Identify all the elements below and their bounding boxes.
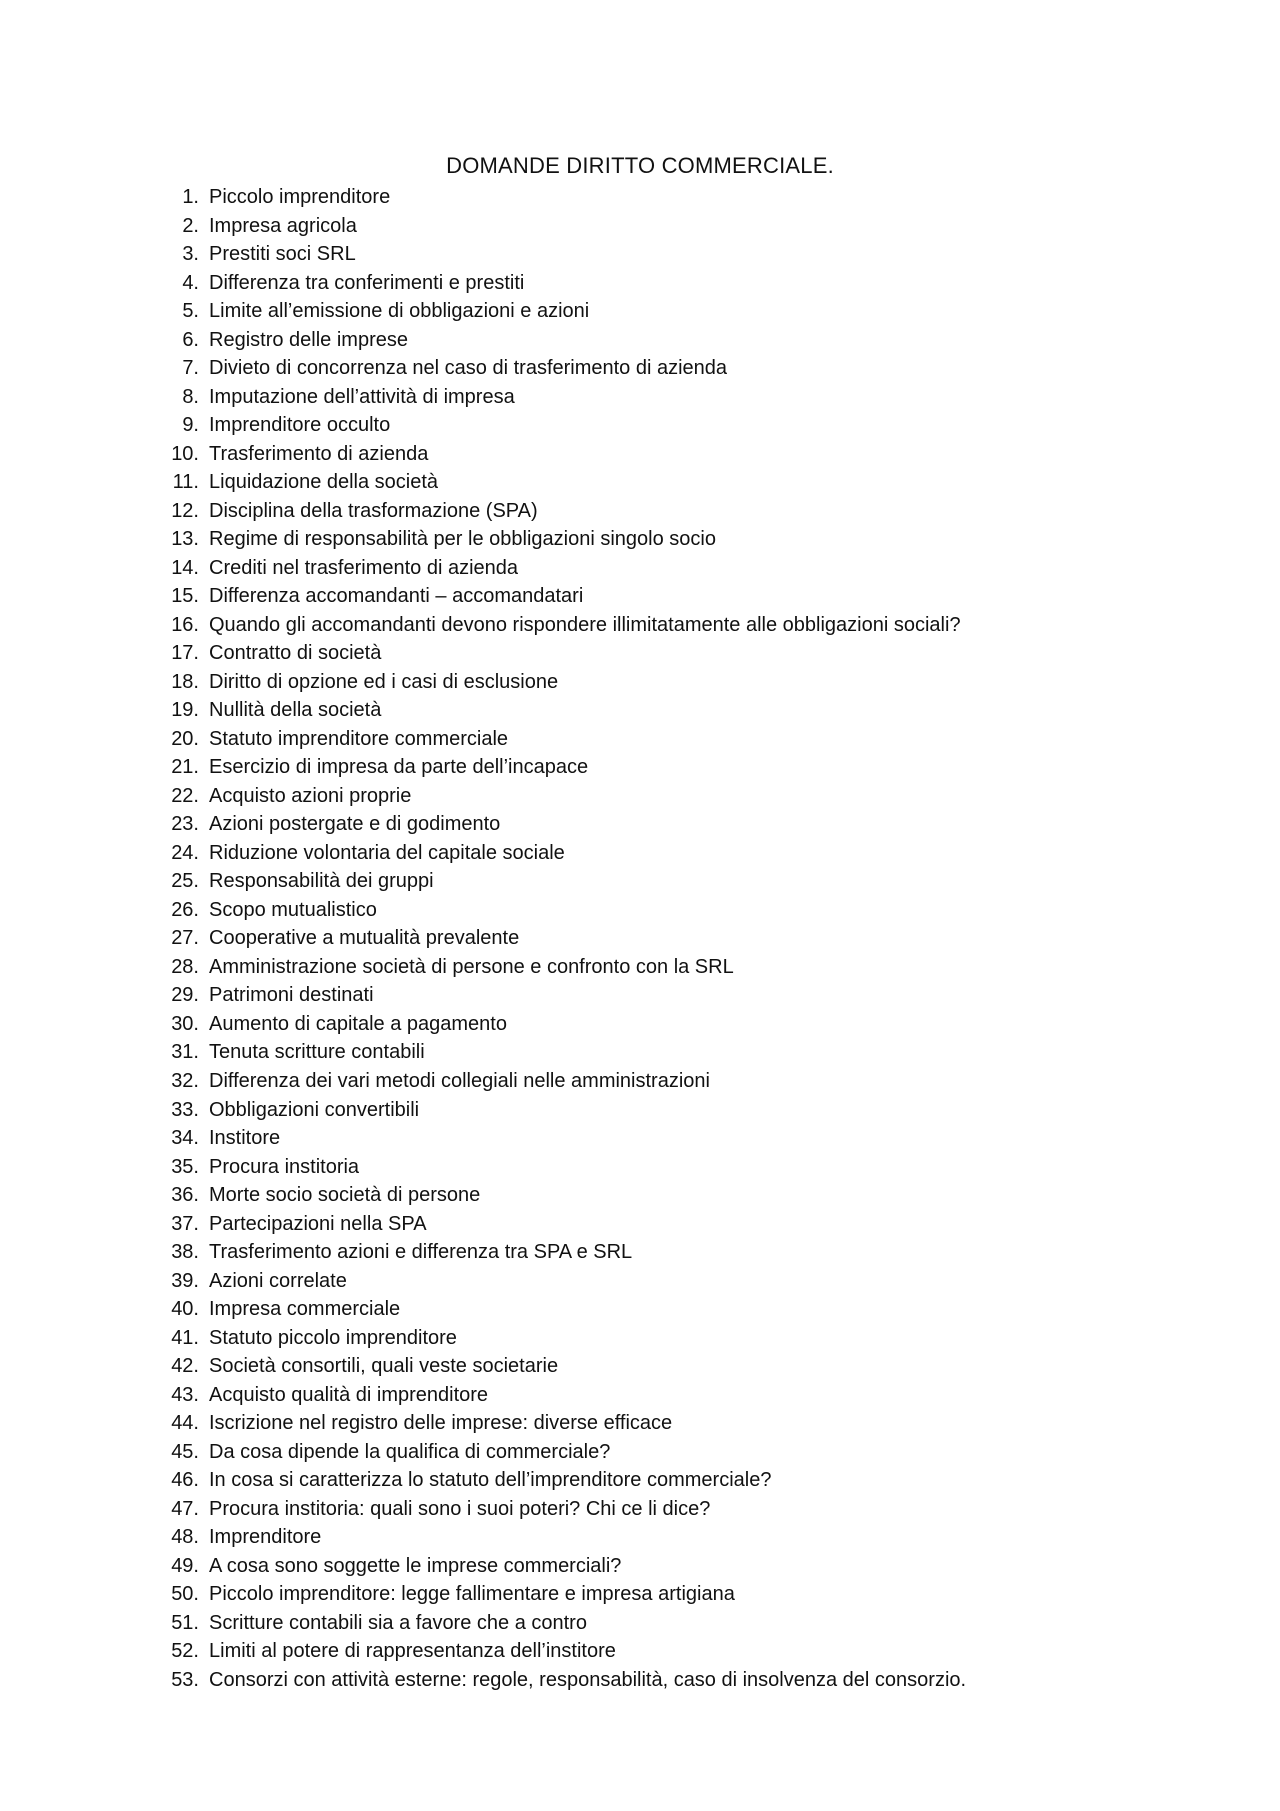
list-item-text: Riduzione volontaria del capitale sociale	[209, 841, 565, 864]
list-item	[159, 183, 1159, 212]
list-item-number: 33.	[171, 1098, 199, 1121]
list-item-text: Consorzi con attività esterne: regole, responsabilità, caso di insolvenza del consorzio.	[209, 1668, 967, 1691]
list-item-number: 13.	[171, 528, 199, 551]
list-item-text: Piccolo imprenditore	[209, 186, 391, 208]
list-item-number: 46.	[171, 1469, 199, 1492]
list-item-number: 42.	[171, 1355, 199, 1378]
list-item-number: 30.	[171, 1012, 199, 1035]
list-item-text: Società consortili, quali veste societarie	[209, 1355, 559, 1378]
list-item-text: In cosa si caratterizza lo statuto dell’imprenditore commerciale?	[209, 1469, 772, 1492]
list-item-text: Cooperative a mutualità prevalente	[209, 927, 520, 950]
list-item	[159, 1124, 1159, 1153]
list-item-number: 47.	[171, 1497, 199, 1520]
list-item-number: 48.	[171, 1526, 199, 1549]
list-item-number: 35.	[171, 1155, 199, 1178]
list-item-text: Regime di responsabilità per le obbligazioni singolo socio	[209, 528, 716, 551]
list-item-text: Contratto di società	[209, 642, 382, 665]
list-item-text: Impresa agricola	[209, 214, 357, 237]
list-item	[159, 1466, 1159, 1495]
list-item-number: 50.	[171, 1583, 199, 1606]
list-item-number: 34.	[171, 1127, 199, 1150]
list-item	[159, 383, 1159, 412]
list-item	[159, 525, 1159, 554]
list-item	[159, 554, 1159, 583]
list-item-text: Prestiti soci SRL	[209, 243, 356, 266]
list-item-text: Liquidazione della società	[209, 471, 439, 494]
list-item	[159, 1381, 1159, 1410]
list-item-number: 4.	[182, 271, 199, 294]
list-item-text: Imputazione dell’attività di impresa	[209, 385, 515, 408]
list-item-text: Statuto piccolo imprenditore	[209, 1326, 457, 1349]
list-item-number: 7.	[182, 357, 199, 380]
list-item-text: Iscrizione nel registro delle imprese: diverse efficace	[209, 1412, 673, 1435]
list-item	[159, 1010, 1159, 1039]
list-item-number: 23.	[171, 813, 199, 836]
list-item-text: Da cosa dipende la qualifica di commerciale?	[209, 1440, 611, 1463]
list-item-text: Piccolo imprenditore: legge fallimentare e impresa artigiana	[209, 1583, 735, 1606]
list-item	[159, 896, 1159, 925]
list-item-number: 5.	[182, 300, 199, 323]
list-item-number: 10.	[171, 442, 199, 465]
list-item-number: 12.	[171, 499, 199, 522]
list-item	[159, 725, 1159, 754]
list-item-text: Acquisto qualità di imprenditore	[209, 1383, 489, 1406]
list-item	[159, 1181, 1159, 1210]
list-item-number: 21.	[171, 756, 199, 779]
list-item-number: 20.	[171, 727, 199, 750]
list-item-text: Registro delle imprese	[209, 328, 408, 351]
list-item	[159, 269, 1159, 298]
list-item-text: Scritture contabili sia a favore che a contro	[209, 1611, 587, 1634]
list-item-number: 25.	[171, 870, 199, 893]
list-item-number: 9.	[182, 414, 199, 437]
list-item-text: Quando gli accomandanti devono rispondere illimitatamente alle obbligazioni sociali?	[209, 613, 961, 636]
list-item	[159, 981, 1159, 1010]
list-item	[159, 1267, 1159, 1296]
list-item	[159, 753, 1159, 782]
list-item	[159, 839, 1159, 868]
list-item-text: Imprenditore occulto	[209, 414, 391, 437]
list-item-text: Morte socio società di persone	[209, 1184, 481, 1207]
list-item-text: Impresa commerciale	[209, 1298, 401, 1321]
list-item	[159, 867, 1159, 896]
list-item	[159, 1210, 1159, 1239]
list-item	[159, 468, 1159, 497]
list-item	[159, 1637, 1159, 1666]
list-item-number: 38.	[171, 1241, 199, 1264]
list-item	[159, 1038, 1159, 1067]
list-item-text: Imprenditore	[209, 1526, 322, 1549]
list-item-number: 31.	[171, 1041, 199, 1064]
list-item-number: 32.	[171, 1069, 199, 1092]
list-item-text: Azioni postergate e di godimento	[209, 813, 501, 836]
list-item	[159, 611, 1159, 640]
list-item-number: 17.	[171, 642, 199, 665]
list-item	[159, 440, 1159, 469]
list-item-number: 14.	[171, 556, 199, 579]
list-item-text: Aumento di capitale a pagamento	[209, 1012, 507, 1035]
list-item	[159, 1495, 1159, 1524]
list-item	[159, 1552, 1159, 1581]
list-item-number: 27.	[171, 927, 199, 950]
list-item	[159, 354, 1159, 383]
list-item-number: 18.	[171, 670, 199, 693]
list-item-text: Trasferimento di azienda	[209, 442, 429, 465]
list-item	[159, 326, 1159, 355]
list-item-text: Limite all’emissione di obbligazioni e azioni	[209, 300, 590, 323]
list-item-text: Trasferimento azioni e differenza tra SPA e SRL	[209, 1241, 633, 1264]
list-item-number: 39.	[171, 1269, 199, 1292]
list-item	[159, 1153, 1159, 1182]
list-item	[159, 240, 1159, 269]
document-title-container	[0, 152, 1280, 180]
list-item-text: Limiti al potere di rappresentanza dell’institore	[209, 1640, 616, 1663]
list-item-number: 49.	[171, 1554, 199, 1577]
list-item-text: Responsabilità dei gruppi	[209, 870, 434, 893]
list-item	[159, 1295, 1159, 1324]
list-item	[159, 297, 1159, 326]
list-item-text: Acquisto azioni proprie	[209, 784, 412, 807]
list-item-number: 1.	[182, 186, 199, 208]
list-item-number: 11.	[172, 471, 199, 494]
list-item-text: Differenza tra conferimenti e prestiti	[209, 271, 525, 294]
list-item	[159, 1609, 1159, 1638]
list-item	[159, 639, 1159, 668]
list-item	[159, 1324, 1159, 1353]
list-item-number: 8.	[182, 385, 199, 408]
list-item	[159, 1580, 1159, 1609]
list-item-text: Institore	[209, 1127, 281, 1150]
list-item-number: 52.	[171, 1640, 199, 1663]
list-item-number: 19.	[171, 699, 199, 722]
list-item-text: A cosa sono soggette le imprese commerciali?	[209, 1554, 622, 1577]
list-item-text: Amministrazione società di persone e confronto con la SRL	[209, 955, 734, 978]
list-item	[159, 953, 1159, 982]
list-item-text: Procura institoria: quali sono i suoi poteri? Chi ce li dice?	[209, 1497, 711, 1520]
list-item-text: Differenza dei vari metodi collegiali nelle amministrazioni	[209, 1069, 710, 1092]
list-item	[159, 1523, 1159, 1552]
list-item-number: 45.	[171, 1440, 199, 1463]
list-item-text: Nullità della società	[209, 699, 382, 722]
list-item-text: Differenza accomandanti – accomandatari	[209, 585, 584, 608]
list-item-number: 22.	[171, 784, 199, 807]
list-item	[159, 1238, 1159, 1267]
list-item-number: 6.	[182, 328, 199, 351]
list-item-number: 26.	[171, 898, 199, 921]
list-item-text: Statuto imprenditore commerciale	[209, 727, 509, 750]
list-item-text: Azioni correlate	[209, 1269, 347, 1292]
list-item-text: Disciplina della trasformazione (SPA)	[209, 499, 538, 522]
list-item-text: Crediti nel trasferimento di azienda	[209, 556, 519, 579]
list-item-number: 3.	[182, 243, 199, 266]
list-item	[159, 924, 1159, 953]
list-item	[159, 1438, 1159, 1467]
list-item-number: 36.	[171, 1184, 199, 1207]
list-item	[159, 1352, 1159, 1381]
list-item-number: 37.	[171, 1212, 199, 1235]
list-item-text: Tenuta scritture contabili	[209, 1041, 425, 1064]
list-item-number: 51.	[171, 1611, 199, 1634]
list-item	[159, 1096, 1159, 1125]
list-item-number: 44.	[171, 1412, 199, 1435]
list-item-number: 40.	[171, 1298, 199, 1321]
list-item-number: 41.	[171, 1326, 199, 1349]
list-item-number: 16.	[171, 613, 199, 636]
list-item-number: 29.	[171, 984, 199, 1007]
list-item-number: 53.	[171, 1668, 199, 1691]
list-item-text: Divieto di concorrenza nel caso di trasferimento di azienda	[209, 357, 728, 380]
list-item	[159, 582, 1159, 611]
list-item-text: Patrimoni destinati	[209, 984, 374, 1007]
list-item-number: 28.	[171, 955, 199, 978]
list-item	[159, 1666, 1159, 1695]
list-item-text: Procura institoria	[209, 1155, 360, 1178]
list-item-text: Scopo mutualistico	[209, 898, 377, 921]
list-item-number: 2.	[182, 214, 199, 237]
list-item	[159, 668, 1159, 697]
list-item	[159, 411, 1159, 440]
list-item	[159, 1409, 1159, 1438]
list-item	[159, 782, 1159, 811]
list-item	[159, 810, 1159, 839]
list-item-text: Esercizio di impresa da parte dell’incapace	[209, 756, 589, 779]
list-item-text: Obbligazioni convertibili	[209, 1098, 420, 1121]
list-item	[159, 212, 1159, 241]
list-item-number: 15.	[171, 585, 199, 608]
list-item	[159, 497, 1159, 526]
list-item	[159, 696, 1159, 725]
list-item	[159, 1067, 1159, 1096]
list-item-number: 24.	[171, 841, 199, 864]
document-title: DOMANDE DIRITTO COMMERCIALE.	[446, 153, 834, 178]
question-list	[159, 183, 1159, 1694]
list-item-text: Diritto di opzione ed i casi di esclusione	[209, 670, 559, 693]
list-item-text: Partecipazioni nella SPA	[209, 1212, 427, 1235]
list-item-number: 43.	[171, 1383, 199, 1406]
